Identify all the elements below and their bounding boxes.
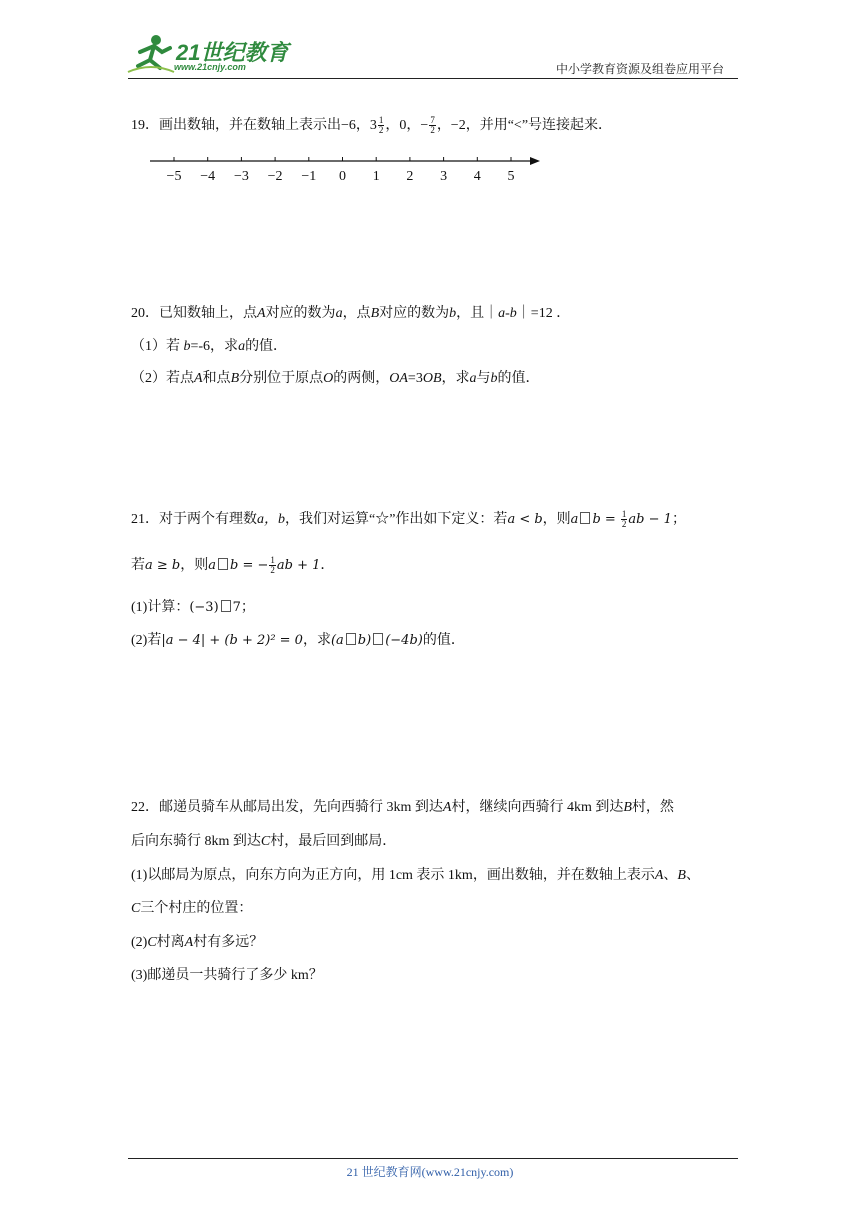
operator-box: [346, 633, 356, 645]
footer-link[interactable]: 21 世纪教育网(www.21cnjy.com): [346, 1165, 514, 1179]
runner-icon: [126, 32, 176, 76]
question-21-part-2: (2)若|a − 4| + (b + 2)² = 0，求(a b) (−4b)的值．: [131, 633, 465, 648]
logo-url: www.21cnjy.com: [174, 62, 246, 72]
number-line: [140, 150, 550, 190]
question-20-part-1: （1）若 b=-6，求a的值．: [131, 339, 288, 354]
tick-label: 2: [406, 169, 414, 184]
header-divider: [128, 78, 738, 79]
question-22-part-3: (3)邮递员一共骑行了多少 km？: [131, 968, 323, 983]
question-20-part-2: （2）若点A和点B分别位于原点O的两侧，OA=3OB，求a与b的值．: [131, 371, 540, 386]
tick-label: 3: [440, 169, 448, 184]
fraction-1-2: $\frac{1}{2}$: [378, 115, 384, 136]
tick-label: −3: [233, 169, 249, 184]
question-21-part-1: (1)计算：(−3) 7；: [131, 600, 255, 615]
question-22-line-2: 后向东骑行 8km 到达C村，最后回到邮局．: [131, 834, 397, 849]
tick-label: 4: [473, 169, 481, 184]
fraction-1-2: $\frac{1}{2}$: [621, 509, 627, 530]
question-22-part-2: (2)C村离A村有多远？: [131, 935, 264, 950]
logo-brand: 21世纪教育: [176, 40, 289, 65]
tick-label: 5: [507, 169, 515, 184]
tick-label: −2: [267, 169, 283, 184]
question-20: 20．已知数轴上，点A对应的数为a，点B对应的数为b，且｜a-b｜=12 ．: [131, 306, 571, 321]
operator-box: [373, 633, 383, 645]
fraction-1-2: $\frac{1}{2}$: [270, 555, 275, 576]
question-22-part-1: (1)以邮局为原点，向东方向为正方向，用 1cm 表示 1km，画出数轴，并在数轴上表示A、B、: [131, 868, 700, 883]
question-19: 19．画出数轴，并在数轴上表示出−6，3 $\frac{1}{2}$ ，0，− $\frac{7}{2}$ ，−2，并用“<”号连接起来．: [131, 115, 613, 136]
question-21: 21．对于两个有理数a，b，我们对运算“☆”作出如下定义：若a < b，则a b = $\frac{1}{2}$ ab − 1；: [131, 509, 686, 530]
platform-name: 中小学教育资源及组卷应用平台: [555, 62, 724, 76]
tick-label: −4: [200, 169, 216, 184]
question-21-line-2: 若a ≥ b，则a b = − $\frac{1}{2}$ ab + 1．: [131, 555, 335, 576]
question-22-part-1-cont: C三个村庄的位置：: [131, 901, 253, 916]
operator-box: [580, 512, 590, 524]
fraction-7-2: $\frac{7}{2}$: [430, 115, 435, 136]
tick-label: 1: [372, 169, 380, 184]
operator-box: [221, 600, 231, 612]
tick-label: −1: [301, 169, 317, 184]
tick-label: −5: [166, 169, 182, 184]
tick-label: 0: [339, 169, 346, 184]
logo: [126, 32, 296, 76]
operator-box: [218, 558, 228, 570]
question-22: 22．邮递员骑车从邮局出发，先向西骑行 3km 到达A村，继续向西骑行 4km 到达B村，然: [131, 800, 674, 815]
footer-divider: [128, 1158, 738, 1159]
